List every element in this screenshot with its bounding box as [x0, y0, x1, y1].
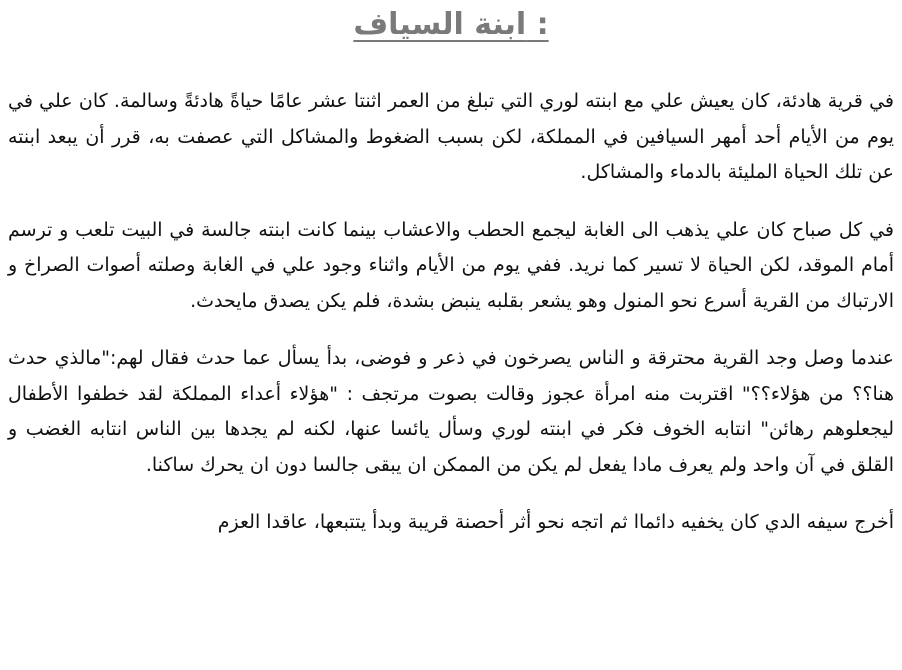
paragraph-2: في كل صباح كان علي يذهب الى الغابة ليجمع الحطب والاعشاب بينما كانت ابنته جالسة في البيت تلعب و ترسم أمام الموقد، لكن الحياة لا تسير كما نريد. ففي يوم من الأيام واثناء وجود علي في الغابة وصلته أصوات الصراخ و الارتباك من القرية أسرع نحو المنول وهو يشعر بقلبه ينبض بشدة، فلم يكن يصدق مايحدث. [8, 218, 894, 312]
paragraph-3: عندما وصل وجد القرية محترقة و الناس يصرخون في ذعر و فوضى، بدأ يسأل عما حدث فقال لهم:"مالذي حدث هنا؟؟ من هؤلاء؟؟" اقتربت منه امرأة عجوز وقالت بصوت مرتجف : "هؤلاء أعداء المملكة لقد خطفوا الأطفال ليجعلوهم رهائن" انتابه الخوف فكر في ابنته لوري وسأل يائسا عنها، لكنه لم يجدها بين الناس انتابه الغضب و القلق في آن واحد ولم يعرف مادا يفعل لم يكن من الممكن ان يبقى جالسا دون ان يحرك ساكنا. [8, 347, 894, 476]
paragraph-4: أخرج سيفه الدي كان يخفيه دائماا ثم اتجه نحو أثر أحصنة قريبة وبدأ يتتبعها، عاقدا العزم [217, 511, 894, 533]
document-body [8, 84, 894, 563]
document-title-text: ابنة السياف : [353, 7, 549, 42]
document-title [0, 2, 902, 48]
paragraph-1: في قرية هادئة، كان يعيش علي مع ابنته لوري التي تبلغ من العمر اثنتا عشر عامًا حياةً هادئةً وسالمة. كان علي في يوم من الأيام أحد أمهر السيافين في المملكة، لكن بسبب الضغوط والمشاكل التي عصفت به، قرر أن يبعد ابنته عن تلك الحياة المليئة بالدماء والمشاكل. [8, 90, 894, 183]
